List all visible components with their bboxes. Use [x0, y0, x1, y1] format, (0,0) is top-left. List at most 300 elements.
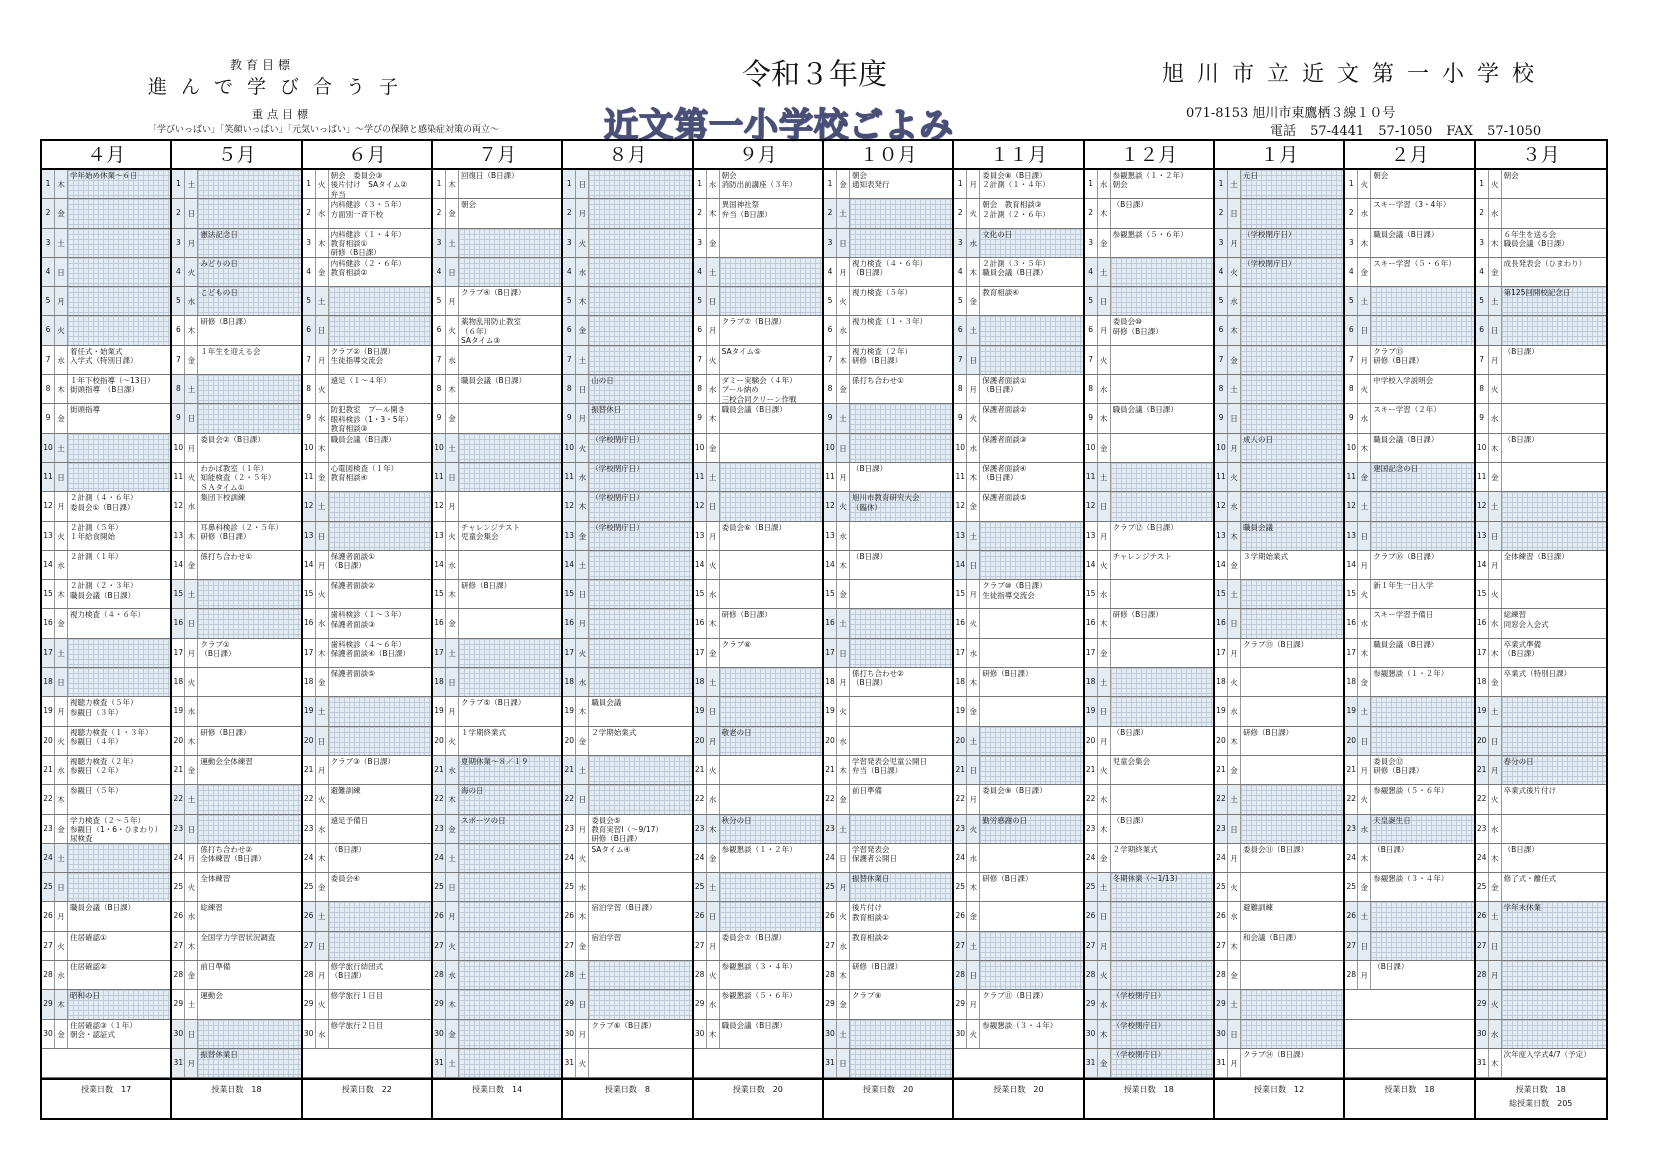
day-event: クラブ① （B日課）: [200, 639, 236, 659]
day-event: 防犯教室 プール開き 眼科検診（1・3・5年） 教育相談③: [330, 405, 413, 433]
day-row: [694, 639, 822, 668]
day-number: 28: [42, 961, 55, 989]
day-row: [1215, 375, 1343, 404]
day-row: [42, 727, 170, 756]
day-event: [1111, 932, 1213, 960]
weekday: 火: [837, 902, 850, 930]
day-number: 21: [1345, 756, 1358, 784]
school-days-label: 授業日数: [1384, 1085, 1417, 1095]
day-event: [1111, 463, 1213, 491]
day-number: 9: [172, 404, 185, 432]
day-event: [850, 434, 952, 462]
day-row: [824, 990, 952, 1019]
day-event: わかば教室（１年） 知能検査（２・５年） ＳＡタイム①: [200, 463, 276, 492]
day-row: [303, 287, 431, 316]
day-event: 歯科検診（１～３年） 保護者面談③: [330, 610, 406, 629]
day-event: 研修（B日課）: [982, 669, 1033, 679]
day-event: 委員会⑧（B日課） ２計測（１・４年）: [982, 171, 1050, 190]
weekday: 木: [55, 990, 68, 1018]
weekday: 月: [1358, 346, 1371, 374]
weekday: 日: [316, 727, 329, 755]
day-row: [172, 1020, 300, 1049]
day-event: 新１年生一日入学: [1373, 581, 1434, 591]
weekday: 月: [837, 668, 850, 696]
weekday: 火: [1228, 463, 1241, 491]
day-row: [1476, 873, 1606, 902]
weekday: 水: [1358, 609, 1371, 637]
weekday: 月: [576, 815, 589, 843]
day-number: 8: [303, 375, 316, 403]
day-number: 3: [1215, 229, 1228, 257]
day-number: 21: [824, 756, 837, 784]
day-row: [42, 580, 170, 609]
day-row: [563, 1049, 691, 1078]
weekday: 日: [1098, 697, 1111, 725]
weekday: 水: [1489, 609, 1502, 637]
day-number: 10: [1476, 434, 1489, 462]
day-number: 6: [1085, 316, 1098, 344]
day-row: [824, 932, 952, 961]
day-number: 9: [303, 404, 316, 432]
day-row: [433, 346, 561, 375]
weekday: 水: [1228, 902, 1241, 930]
day-event: 委員会⑫ 研修（B日課）: [1373, 756, 1424, 776]
weekday: 火: [55, 522, 68, 550]
day-event: [720, 258, 822, 286]
day-number: 29: [824, 990, 837, 1018]
day-row: [42, 199, 170, 228]
day-row: [1345, 902, 1473, 931]
weekday: 火: [837, 697, 850, 725]
day-number: 25: [1215, 873, 1228, 901]
day-event: [1241, 756, 1343, 784]
day-event: 成長発表会（ひまわり）: [1503, 258, 1587, 268]
day-row: [433, 463, 561, 492]
weekday: 木: [1489, 434, 1502, 462]
day-event: [1241, 199, 1343, 227]
day-event: 内科健診（３・５年） 方面別一斉下校: [330, 200, 406, 219]
day-number: 29: [433, 990, 446, 1018]
weekday: 火: [185, 258, 198, 286]
weekday: 水: [55, 756, 68, 784]
day-row: [954, 756, 1082, 785]
day-event: [1241, 961, 1343, 989]
day-event: [980, 932, 1082, 960]
weekday: 月: [316, 961, 329, 989]
day-row: [42, 434, 170, 463]
weekday: 日: [967, 756, 980, 784]
weekday: 水: [1228, 287, 1241, 315]
weekday: 月: [1489, 961, 1502, 989]
day-event: 学習発表会児童公開日 弁当（B日課）: [851, 756, 927, 776]
day-row: [433, 434, 561, 463]
day-event: スキー学習（3・4年）: [1373, 200, 1451, 210]
school-days-label: 授業日数: [863, 1085, 896, 1095]
day-event: [589, 785, 691, 813]
weekday: 土: [967, 522, 980, 550]
day-number: 9: [1215, 404, 1228, 432]
day-number: 27: [1215, 932, 1228, 960]
day-number: 23: [1345, 815, 1358, 843]
day-row: [1085, 434, 1213, 463]
day-number: 1: [1476, 170, 1489, 198]
day-row: [824, 404, 952, 433]
weekday: 日: [1228, 199, 1241, 227]
day-number: 2: [563, 199, 576, 227]
month-column: [563, 141, 693, 1118]
day-event: （学校閉庁日）: [1111, 990, 1213, 1018]
day-row: [824, 756, 952, 785]
day-row: [1215, 609, 1343, 638]
day-row: [42, 697, 170, 726]
weekday: 金: [1098, 844, 1111, 872]
day-event: [329, 522, 431, 550]
day-number: 18: [1345, 668, 1358, 696]
weekday: 日: [837, 639, 850, 667]
day-number: 28: [1215, 961, 1228, 989]
day-number: 19: [1085, 697, 1098, 725]
weekday: 金: [446, 1020, 459, 1048]
weekday: 日: [1098, 492, 1111, 520]
day-row: [1345, 375, 1473, 404]
day-number: 20: [563, 727, 576, 755]
day-event: [459, 1020, 561, 1048]
weekday: 木: [185, 727, 198, 755]
day-row: [303, 1020, 431, 1049]
day-event: スポーツの日: [459, 815, 561, 843]
day-number: 11: [1215, 463, 1228, 491]
day-event: [1111, 375, 1213, 403]
day-row: [1345, 844, 1473, 873]
day-row: [1476, 258, 1606, 287]
day-number: 1: [694, 170, 707, 198]
day-row: [433, 522, 561, 551]
weekday: 火: [446, 522, 459, 550]
day-number: 30: [1476, 1020, 1489, 1048]
day-event: 学年末休業: [1502, 902, 1606, 930]
day-number: 20: [1215, 727, 1228, 755]
day-number: 6: [694, 316, 707, 344]
day-number: 21: [563, 756, 576, 784]
day-row: [1476, 522, 1606, 551]
day-row: [563, 727, 691, 756]
weekday: 水: [446, 756, 459, 784]
total-days-label: 総授業日数: [1509, 1099, 1550, 1109]
day-event: 着任式・始業式 入学式（特別日課）: [70, 346, 138, 366]
day-number: 4: [694, 258, 707, 286]
day-event: [589, 1049, 691, 1077]
day-number: 30: [303, 1020, 316, 1048]
weekday: 水: [1489, 1020, 1502, 1048]
month-school-days: [172, 1078, 300, 1111]
day-event: [589, 229, 691, 257]
weekday: 日: [1358, 522, 1371, 550]
day-row: [824, 873, 952, 902]
day-event: [850, 229, 952, 257]
weekday: 日: [1358, 316, 1371, 344]
day-row: [303, 551, 431, 580]
day-number: 25: [1345, 873, 1358, 901]
weekday: 水: [1358, 199, 1371, 227]
day-event: 職員会議（B日課）: [1373, 434, 1439, 444]
day-number: 1: [563, 170, 576, 198]
day-row: [433, 902, 561, 931]
day-event: [850, 1049, 952, 1077]
day-number: 17: [42, 639, 55, 667]
weekday: 水: [576, 668, 589, 696]
day-row: [433, 990, 561, 1019]
day-row: [694, 844, 822, 873]
year-calendar-grid: [40, 139, 1608, 1120]
day-number: 16: [172, 609, 185, 637]
day-event: 委員会⑦（B日課）: [721, 932, 787, 942]
day-event: （B日課）: [1373, 844, 1409, 854]
day-number: 4: [1345, 258, 1358, 286]
weekday: 土: [316, 697, 329, 725]
day-event: 職員会議（B日課）: [721, 405, 787, 415]
weekday: 土: [837, 609, 850, 637]
weekday: 土: [316, 902, 329, 930]
day-event: [329, 287, 431, 315]
day-number: 26: [172, 902, 185, 930]
day-event: 視力検査（４・６年） （B日課）: [851, 258, 927, 278]
weekday: 水: [1098, 785, 1111, 813]
day-number: 6: [824, 316, 837, 344]
day-row: [824, 785, 952, 814]
day-event: 卒業式（特別日課）: [1503, 669, 1572, 679]
day-event: [1241, 873, 1343, 901]
school-days-count: 14: [512, 1085, 523, 1095]
weekday: 火: [707, 756, 720, 784]
day-row: [1085, 375, 1213, 404]
weekday: 日: [837, 229, 850, 257]
day-row: [824, 287, 952, 316]
weekday: 月: [1098, 932, 1111, 960]
day-event: 修学旅行１日目: [330, 991, 384, 1001]
day-number: 9: [563, 404, 576, 432]
month-school-days: [1215, 1078, 1343, 1111]
day-event: 敬老の日: [720, 727, 822, 755]
total-school-days: [1480, 1098, 1602, 1109]
day-event: [1502, 492, 1606, 520]
day-number: 15: [42, 580, 55, 608]
day-event: クラブ④（B日課）: [460, 288, 526, 298]
weekday: 水: [707, 990, 720, 1018]
month-header: ９月: [694, 141, 822, 170]
day-number: 16: [694, 609, 707, 637]
weekday: 月: [1358, 551, 1371, 579]
day-event: [589, 609, 691, 637]
day-event: [589, 639, 691, 667]
day-number: 12: [1085, 492, 1098, 520]
day-event: [1502, 990, 1606, 1018]
day-number: 3: [172, 229, 185, 257]
day-row: [563, 375, 691, 404]
day-event: 研修（B日課）: [721, 610, 772, 620]
day-number: 2: [303, 199, 316, 227]
weekday: 水: [707, 170, 720, 198]
day-number: 8: [694, 375, 707, 403]
weekday: 水: [967, 639, 980, 667]
day-event: [720, 785, 822, 813]
day-number: 3: [824, 229, 837, 257]
day-row: [172, 434, 300, 463]
weekday: 土: [1228, 170, 1241, 198]
day-number: 6: [172, 316, 185, 344]
day-row: [1085, 492, 1213, 521]
day-event: [589, 258, 691, 286]
day-number: 27: [1476, 932, 1489, 960]
day-event: （B日課）: [851, 551, 888, 561]
school-days-count: 18: [251, 1085, 262, 1095]
day-event: SAタイム④: [591, 844, 631, 854]
day-event: （学校閉庁日）: [589, 463, 691, 491]
school-days-count: 20: [903, 1085, 914, 1095]
weekday: 金: [1098, 229, 1111, 257]
weekday: 水: [1228, 697, 1241, 725]
weekday: 金: [707, 434, 720, 462]
day-row: [433, 199, 561, 228]
weekday: 木: [837, 346, 850, 374]
day-row: [1085, 785, 1213, 814]
month-header: ２月: [1345, 141, 1473, 170]
day-number: 11: [1345, 463, 1358, 491]
day-row: [694, 873, 822, 902]
day-number: 6: [42, 316, 55, 344]
weekday: 火: [576, 639, 589, 667]
day-row: [433, 316, 561, 345]
day-row: [172, 258, 300, 287]
day-event: [1241, 492, 1343, 520]
day-event: クラブ⑧: [721, 639, 751, 649]
day-event: 参観懇談（５・６年）: [721, 991, 797, 1001]
day-row: [954, 463, 1082, 492]
day-row: [694, 287, 822, 316]
day-event: 内科健診（１・４年） 教育相談① 研修（B日課）: [330, 229, 406, 257]
day-number: 10: [954, 434, 967, 462]
day-number: 25: [954, 873, 967, 901]
day-row: [1476, 727, 1606, 756]
education-goal: 進んで学び合う子: [148, 76, 413, 98]
day-row: [1476, 463, 1606, 492]
day-row: [1215, 990, 1343, 1019]
weekday: 火: [1489, 580, 1502, 608]
day-row: [954, 346, 1082, 375]
day-number: 19: [42, 697, 55, 725]
school-days-label: 授業日数: [732, 1085, 765, 1095]
day-row: [563, 873, 691, 902]
day-number: 13: [1215, 522, 1228, 550]
weekday: 月: [1228, 434, 1241, 462]
weekday: 金: [446, 404, 459, 432]
day-number: 8: [563, 375, 576, 403]
day-row: [824, 668, 952, 697]
day-row: [42, 1020, 170, 1049]
day-row: [42, 258, 170, 287]
weekday: 月: [1489, 756, 1502, 784]
day-row: [1476, 639, 1606, 668]
month-column: [42, 141, 172, 1118]
day-number: 14: [1215, 551, 1228, 579]
day-row: [1345, 492, 1473, 521]
day-row: [1215, 287, 1343, 316]
weekday: 金: [185, 756, 198, 784]
school-days-label: 授業日数: [211, 1085, 244, 1095]
day-number: 14: [1476, 551, 1489, 579]
day-number: 10: [172, 434, 185, 462]
day-row: [694, 932, 822, 961]
day-event: ２計測（２・３年） 職員会議（B日課）: [70, 581, 138, 600]
weekday: 水: [837, 316, 850, 344]
day-row: [303, 170, 431, 199]
day-event: [850, 815, 952, 843]
day-row: [563, 932, 691, 961]
day-number: 1: [824, 170, 837, 198]
day-row: [563, 639, 691, 668]
day-row: [1215, 1020, 1343, 1049]
day-event: 研修（B日課）: [200, 727, 251, 737]
day-number: 5: [303, 287, 316, 315]
weekday: 木: [446, 375, 459, 403]
weekday: 木: [55, 785, 68, 813]
weekday: 土: [1098, 258, 1111, 286]
weekday: 火: [1098, 961, 1111, 989]
day-number: 10: [1085, 434, 1098, 462]
day-row: [1476, 287, 1606, 316]
weekday: 月: [837, 873, 850, 901]
weekday: 土: [185, 580, 198, 608]
day-event: ２学期終業式: [1112, 844, 1158, 854]
day-row: [1476, 1049, 1606, 1078]
weekday: 金: [837, 990, 850, 1018]
weekday: 火: [837, 287, 850, 315]
day-row: [1345, 961, 1473, 990]
day-row: [1215, 873, 1343, 902]
day-number: 12: [1215, 492, 1228, 520]
day-number: 13: [824, 522, 837, 550]
day-event: [68, 287, 170, 315]
day-number: 7: [1085, 346, 1098, 374]
day-number: 13: [1345, 522, 1358, 550]
weekday: 火: [316, 990, 329, 1018]
day-row: [172, 756, 300, 785]
day-number: 12: [42, 492, 55, 520]
day-row: [1085, 170, 1213, 199]
day-row: [1345, 551, 1473, 580]
weekday: 金: [967, 697, 980, 725]
weekday: 日: [837, 1049, 850, 1077]
day-row: [563, 815, 691, 844]
day-row: [694, 580, 822, 609]
day-number: 14: [172, 551, 185, 579]
day-row: [303, 961, 431, 990]
day-number: 24: [1476, 844, 1489, 872]
day-number: 28: [824, 961, 837, 989]
weekday: 水: [967, 844, 980, 872]
day-number: 26: [1476, 902, 1489, 930]
day-event: 春分の日: [1502, 756, 1606, 784]
day-event: 運動会全体練習: [200, 756, 253, 766]
day-number: 10: [824, 434, 837, 462]
day-number: 2: [954, 199, 967, 227]
weekday: 火: [967, 404, 980, 432]
school-days-label: 授業日数: [1254, 1085, 1287, 1095]
day-row: [433, 229, 561, 258]
day-row: [433, 404, 561, 433]
weekday: 土: [1489, 492, 1502, 520]
day-row: [563, 434, 691, 463]
day-number: 26: [954, 902, 967, 930]
